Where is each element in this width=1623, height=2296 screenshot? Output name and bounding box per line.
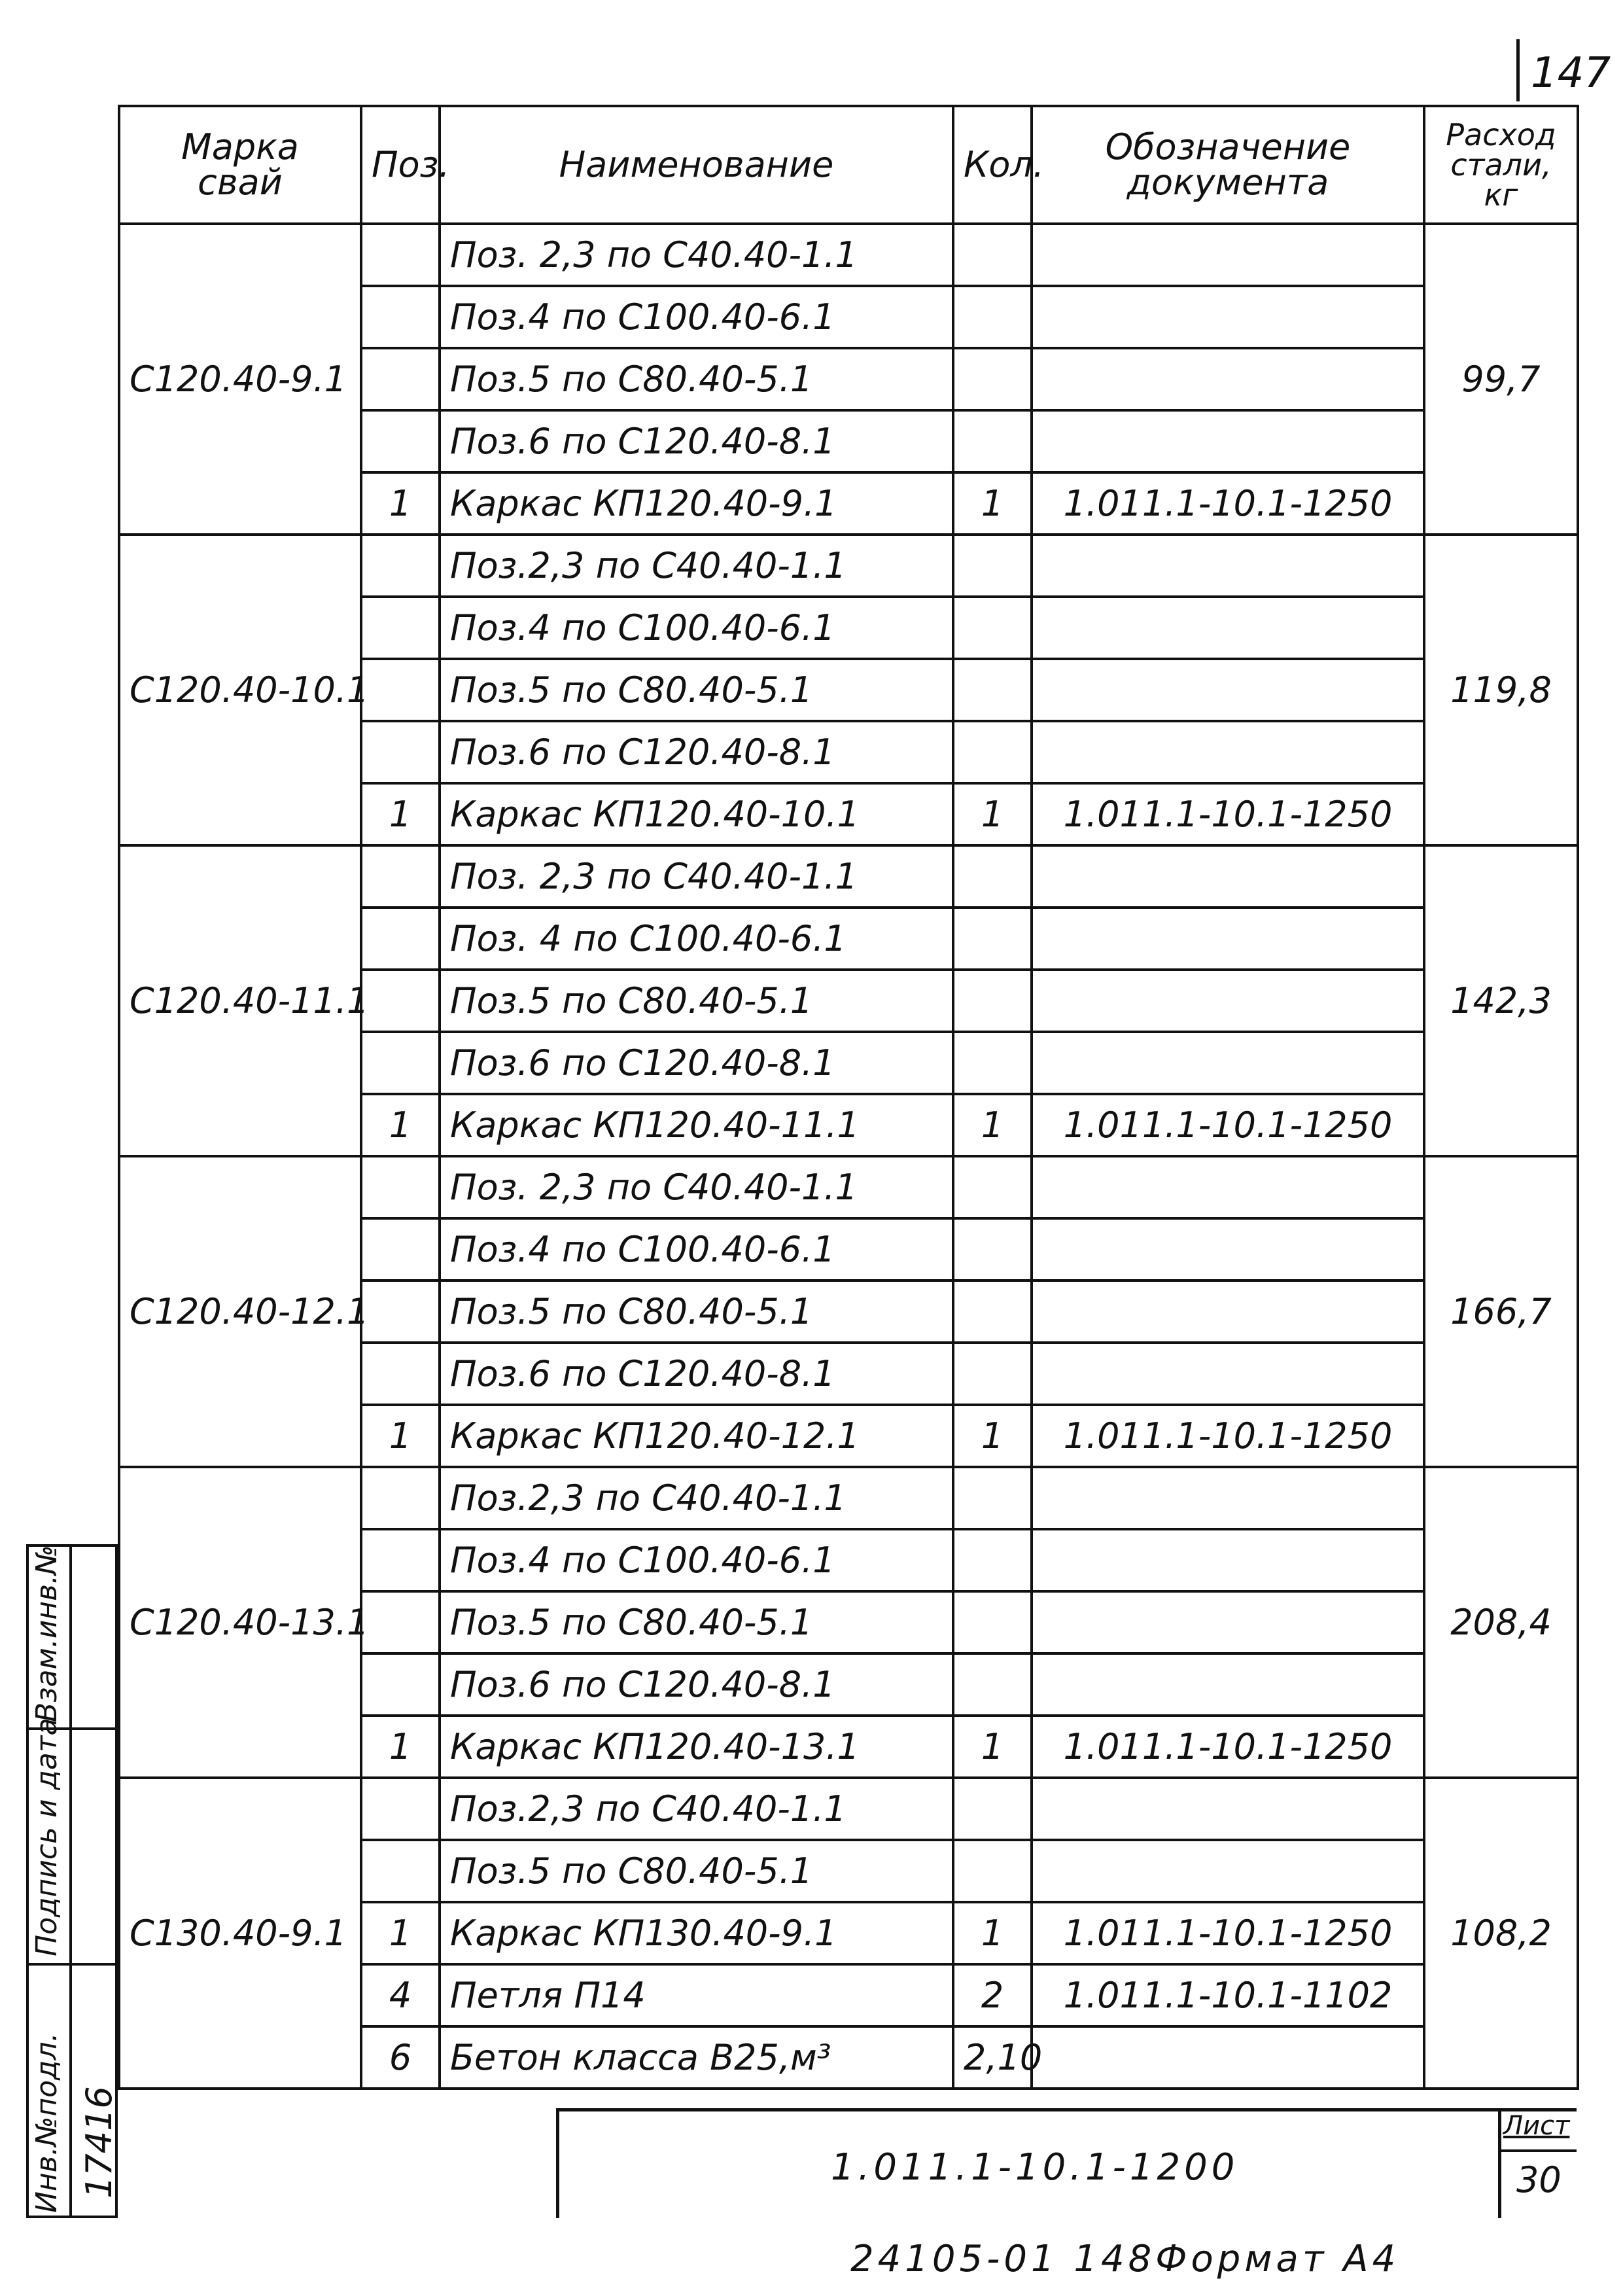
position-cell <box>361 1778 440 1840</box>
quantity-cell: 1 <box>953 1094 1032 1156</box>
document-cell: 1.011.1-10.1-1102 <box>1032 1964 1424 2026</box>
document-cell <box>1032 535 1424 597</box>
quantity-cell <box>953 1156 1032 1218</box>
position-cell: 1 <box>361 472 440 535</box>
side-inv-label: Инв.№подл. <box>30 2032 63 2213</box>
name-cell: Поз.5 по С80.40-5.1 <box>440 348 953 410</box>
name-cell: Поз. 4 по С100.40-6.1 <box>440 908 953 970</box>
name-cell: Поз.4 по С100.40-6.1 <box>440 286 953 348</box>
position-cell: 4 <box>361 1964 440 2026</box>
pile-mark: С130.40-9.1 <box>119 1778 361 2089</box>
steel-consumption: 166,7 <box>1424 1156 1578 1467</box>
quantity-cell <box>953 908 1032 970</box>
sheet-number-top: 147 <box>1531 49 1611 97</box>
position-cell <box>361 410 440 472</box>
name-cell: Каркас КП120.40-12.1 <box>440 1405 953 1467</box>
side-replace-label: Взам.инв.№ <box>30 1545 63 1722</box>
quantity-cell <box>953 970 1032 1032</box>
quantity-cell <box>953 845 1032 908</box>
document-cell: 1.011.1-10.1-1250 <box>1032 1902 1424 1964</box>
steel-consumption: 142,3 <box>1424 845 1578 1156</box>
document-cell: 1.011.1-10.1-1250 <box>1032 1405 1424 1467</box>
document-cell <box>1032 721 1424 783</box>
position-cell <box>361 1467 440 1529</box>
quantity-cell <box>953 1218 1032 1280</box>
name-cell: Поз.2,3 по С40.40-1.1 <box>440 1467 953 1529</box>
header-name: Наименование <box>440 106 953 224</box>
steel-consumption: 208,4 <box>1424 1467 1578 1778</box>
name-cell: Поз.4 по С100.40-6.1 <box>440 597 953 659</box>
document-cell: 1.011.1-10.1-1250 <box>1032 783 1424 845</box>
quantity-cell <box>953 1778 1032 1840</box>
position-cell <box>361 1529 440 1591</box>
quantity-cell <box>953 1591 1032 1653</box>
name-cell: Поз.5 по С80.40-5.1 <box>440 970 953 1032</box>
name-cell: Поз. 2,3 по С40.40-1.1 <box>440 845 953 908</box>
quantity-cell <box>953 224 1032 286</box>
quantity-cell <box>953 410 1032 472</box>
quantity-cell: 1 <box>953 1902 1032 1964</box>
side-stamp-strip <box>26 1544 118 2218</box>
position-cell <box>361 286 440 348</box>
document-cell: 1.011.1-10.1-1250 <box>1032 472 1424 535</box>
name-cell: Бетон класса В25,м³ <box>440 2026 953 2089</box>
position-cell <box>361 1280 440 1343</box>
quantity-cell <box>953 1653 1032 1716</box>
table-row <box>119 1467 1578 1529</box>
quantity-cell <box>953 348 1032 410</box>
quantity-cell <box>953 1467 1032 1529</box>
position-cell <box>361 845 440 908</box>
name-cell: Поз.6 по С120.40-8.1 <box>440 410 953 472</box>
document-cell: 1.011.1-10.1-1250 <box>1032 1716 1424 1778</box>
position-cell: 1 <box>361 1405 440 1467</box>
position-cell: 1 <box>361 1094 440 1156</box>
pile-mark: С120.40-11.1 <box>119 845 361 1156</box>
name-cell: Поз.6 по С120.40-8.1 <box>440 721 953 783</box>
document-cell <box>1032 286 1424 348</box>
position-cell: 1 <box>361 1716 440 1778</box>
name-cell: Каркас КП120.40-13.1 <box>440 1716 953 1778</box>
position-cell <box>361 1840 440 1902</box>
table-row <box>119 1778 1578 1840</box>
position-cell <box>361 1218 440 1280</box>
document-cell <box>1032 1467 1424 1529</box>
position-cell <box>361 970 440 1032</box>
document-cell <box>1032 970 1424 1032</box>
position-cell: 1 <box>361 1902 440 1964</box>
document-cell <box>1032 1840 1424 1902</box>
header-qty: Кол. <box>953 106 1032 224</box>
quantity-cell: 2,10 <box>953 2026 1032 2089</box>
document-cell <box>1032 659 1424 721</box>
header-row <box>119 106 1578 224</box>
document-cell <box>1032 348 1424 410</box>
document-cell <box>1032 224 1424 286</box>
document-cell <box>1032 1529 1424 1591</box>
document-cell <box>1032 410 1424 472</box>
pile-mark: С120.40-13.1 <box>119 1467 361 1778</box>
position-cell <box>361 1591 440 1653</box>
name-cell: Поз. 2,3 по С40.40-1.1 <box>440 1156 953 1218</box>
pile-mark: С120.40-9.1 <box>119 224 361 535</box>
position-cell <box>361 659 440 721</box>
header-mark: Марка свай <box>119 106 361 224</box>
name-cell: Поз.5 по С80.40-5.1 <box>440 1280 953 1343</box>
document-cell <box>1032 597 1424 659</box>
position-cell <box>361 1032 440 1094</box>
quantity-cell <box>953 286 1032 348</box>
document-cell <box>1032 1778 1424 1840</box>
quantity-cell: 1 <box>953 1716 1032 1778</box>
footer-code: 24105-01 148Формат А4 <box>850 2238 1400 2280</box>
table-row <box>119 535 1578 597</box>
position-cell <box>361 1653 440 1716</box>
document-cell <box>1032 1343 1424 1405</box>
specification-body <box>119 224 1578 2089</box>
document-cell: 1.011.1-10.1-1250 <box>1032 1094 1424 1156</box>
table-row <box>119 1156 1578 1218</box>
header-pos: Поз. <box>361 106 440 224</box>
name-cell: Поз.6 по С120.40-8.1 <box>440 1653 953 1716</box>
position-cell: 6 <box>361 2026 440 2089</box>
position-cell: 1 <box>361 783 440 845</box>
specification-table <box>118 105 1579 2090</box>
position-cell <box>361 535 440 597</box>
header-steel: Расход стали, кг <box>1424 106 1578 224</box>
name-cell: Поз. 2,3 по С40.40-1.1 <box>440 224 953 286</box>
document-cell <box>1032 1591 1424 1653</box>
quantity-cell <box>953 1343 1032 1405</box>
name-cell: Каркас КП120.40-11.1 <box>440 1094 953 1156</box>
quantity-cell <box>953 1032 1032 1094</box>
table-row <box>119 845 1578 908</box>
position-cell <box>361 1343 440 1405</box>
quantity-cell: 1 <box>953 1405 1032 1467</box>
quantity-cell <box>953 721 1032 783</box>
position-cell <box>361 597 440 659</box>
name-cell: Петля П14 <box>440 1964 953 2026</box>
position-cell <box>361 1156 440 1218</box>
name-cell: Каркас КП120.40-9.1 <box>440 472 953 535</box>
document-cell <box>1032 1218 1424 1280</box>
name-cell: Поз.5 по С80.40-5.1 <box>440 659 953 721</box>
quantity-cell <box>953 1280 1032 1343</box>
position-cell <box>361 348 440 410</box>
header-doc: Обозначение документа <box>1032 106 1424 224</box>
document-cell <box>1032 845 1424 908</box>
quantity-cell <box>953 1840 1032 1902</box>
name-cell: Каркас КП120.40-10.1 <box>440 783 953 845</box>
steel-consumption: 99,7 <box>1424 224 1578 535</box>
name-cell: Поз.5 по С80.40-5.1 <box>440 1840 953 1902</box>
name-cell: Поз.5 по С80.40-5.1 <box>440 1591 953 1653</box>
sheet-label: Лист <box>1503 2111 1570 2141</box>
document-cell <box>1032 1280 1424 1343</box>
quantity-cell <box>953 659 1032 721</box>
pile-mark: С120.40-10.1 <box>119 535 361 845</box>
table-row <box>119 224 1578 286</box>
document-cell <box>1032 1156 1424 1218</box>
quantity-cell <box>953 1529 1032 1591</box>
quantity-cell: 2 <box>953 1964 1032 2026</box>
name-cell: Поз.2,3 по С40.40-1.1 <box>440 1778 953 1840</box>
quantity-cell: 1 <box>953 783 1032 845</box>
name-cell: Поз.4 по С100.40-6.1 <box>440 1529 953 1591</box>
name-cell: Поз.6 по С120.40-8.1 <box>440 1343 953 1405</box>
sheet-value: 30 <box>1516 2159 1562 2200</box>
document-cell <box>1032 908 1424 970</box>
quantity-cell <box>953 535 1032 597</box>
position-cell <box>361 224 440 286</box>
side-sign-label: Подпись и дата <box>30 1718 63 1956</box>
document-cell <box>1032 1032 1424 1094</box>
quantity-cell: 1 <box>953 472 1032 535</box>
document-code: 1.011.1-10.1-1200 <box>831 2146 1239 2189</box>
position-cell <box>361 908 440 970</box>
side-inv-value: 17416 <box>79 2086 120 2199</box>
name-cell: Каркас КП130.40-9.1 <box>440 1902 953 1964</box>
quantity-cell <box>953 597 1032 659</box>
steel-consumption: 119,8 <box>1424 535 1578 845</box>
sheet-divider <box>1498 2149 1577 2152</box>
name-cell: Поз.2,3 по С40.40-1.1 <box>440 535 953 597</box>
steel-consumption: 108,2 <box>1424 1778 1578 2089</box>
document-cell <box>1032 2026 1424 2089</box>
name-cell: Поз.4 по С100.40-6.1 <box>440 1218 953 1280</box>
position-cell <box>361 721 440 783</box>
pile-mark: С120.40-12.1 <box>119 1156 361 1467</box>
document-cell <box>1032 1653 1424 1716</box>
sheet-number-divider <box>1516 39 1520 101</box>
name-cell: Поз.6 по С120.40-8.1 <box>440 1032 953 1094</box>
